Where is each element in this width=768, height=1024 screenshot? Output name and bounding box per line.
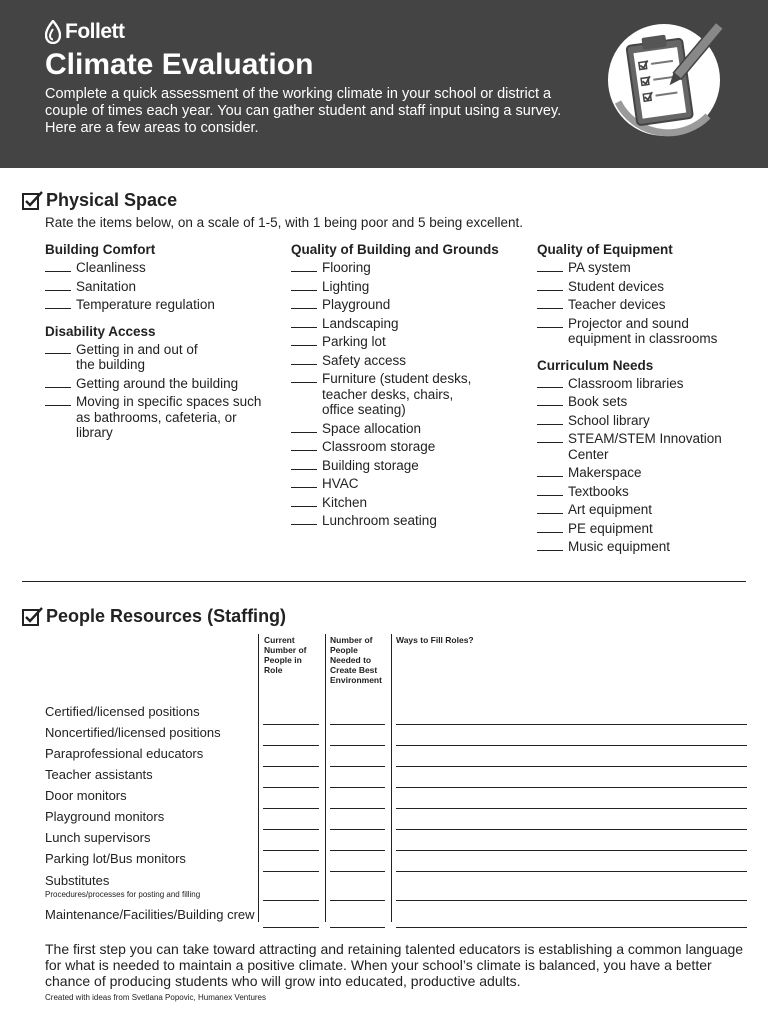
needed-count-blank[interactable] bbox=[330, 927, 385, 928]
checkbox-checked-icon bbox=[22, 607, 44, 627]
table-row: Substitutes Procedures/processes for posting and filling bbox=[45, 873, 747, 901]
rating-blank[interactable] bbox=[45, 297, 71, 309]
rating-item[interactable]: STEAM/STEM Innovation Center bbox=[537, 431, 747, 462]
rating-item[interactable]: Safety access bbox=[291, 353, 516, 369]
ways-to-fill-blank[interactable] bbox=[396, 900, 747, 901]
table-row: Parking lot/Bus monitors bbox=[45, 851, 747, 872]
table-row: Lunch supervisors bbox=[45, 830, 747, 851]
rating-blank[interactable] bbox=[45, 394, 71, 406]
needed-count-blank[interactable] bbox=[330, 871, 385, 872]
rating-item[interactable]: Lunchroom seating bbox=[291, 513, 516, 529]
rating-blank[interactable] bbox=[291, 476, 317, 488]
rating-blank[interactable] bbox=[291, 334, 317, 346]
rating-blank[interactable] bbox=[537, 316, 563, 328]
rating-blank[interactable] bbox=[291, 316, 317, 328]
current-count-blank[interactable] bbox=[263, 927, 319, 928]
rating-blank[interactable] bbox=[537, 431, 563, 443]
physical-column-2 bbox=[291, 241, 516, 532]
people-resources-heading: People Resources (Staffing) bbox=[22, 606, 286, 627]
group-title: Disability Access bbox=[45, 323, 156, 339]
rating-item[interactable]: HVAC bbox=[291, 476, 516, 492]
rating-blank[interactable] bbox=[537, 297, 563, 309]
col-header-current: Current Number of People in Role bbox=[264, 635, 307, 675]
rating-blank[interactable] bbox=[537, 394, 563, 406]
current-count-blank[interactable] bbox=[263, 900, 319, 901]
rating-item[interactable]: School library bbox=[537, 413, 747, 429]
table-row: Door monitors bbox=[45, 788, 747, 809]
col-header-ways: Ways to Fill Roles? bbox=[396, 635, 474, 645]
rating-item[interactable]: PA system bbox=[537, 260, 747, 276]
rating-item[interactable]: PE equipment bbox=[537, 521, 747, 537]
rating-blank[interactable] bbox=[291, 260, 317, 272]
rating-blank[interactable] bbox=[537, 376, 563, 388]
rating-blank[interactable] bbox=[45, 376, 71, 388]
logo-text: Follett bbox=[65, 20, 125, 43]
group-title: Quality of Building and Grounds bbox=[291, 242, 499, 257]
col-header-needed: Number of People Needed to Create Best Environment bbox=[330, 635, 382, 685]
rating-item[interactable]: Sanitation bbox=[45, 279, 275, 295]
rating-item[interactable]: Art equipment bbox=[537, 502, 747, 518]
rating-item[interactable]: Furniture (student desks, teacher desks, chairs, office seating) bbox=[291, 371, 516, 418]
rating-blank[interactable] bbox=[291, 458, 317, 470]
rating-blank[interactable] bbox=[537, 465, 563, 477]
rating-item[interactable]: Lighting bbox=[291, 279, 516, 295]
rating-blank[interactable] bbox=[537, 279, 563, 291]
rating-item[interactable]: Kitchen bbox=[291, 495, 516, 511]
physical-column-3 bbox=[537, 241, 747, 558]
rating-blank[interactable] bbox=[291, 421, 317, 433]
rating-item[interactable]: Playground bbox=[291, 297, 516, 313]
rating-item[interactable]: Student devices bbox=[537, 279, 747, 295]
rating-item[interactable]: Teacher devices bbox=[537, 297, 747, 313]
rating-item[interactable]: Space allocation bbox=[291, 421, 516, 437]
rating-item[interactable]: Music equipment bbox=[537, 539, 747, 555]
rating-item[interactable]: Makerspace bbox=[537, 465, 747, 481]
follett-logo bbox=[45, 20, 125, 44]
table-row: Certified/licensed positions bbox=[45, 704, 747, 725]
rating-item[interactable]: Flooring bbox=[291, 260, 516, 276]
table-row: Playground monitors bbox=[45, 809, 747, 830]
rating-blank[interactable] bbox=[537, 260, 563, 272]
ways-to-fill-blank[interactable] bbox=[396, 927, 747, 928]
clipboard-checklist-icon bbox=[604, 16, 728, 144]
table-row: Noncertified/licensed positions bbox=[45, 725, 747, 746]
rating-instructions: Rate the items below, on a scale of 1-5, with 1 being poor and 5 being excellent. bbox=[45, 215, 524, 230]
rating-blank[interactable] bbox=[45, 260, 71, 272]
table-row: Paraprofessional educators bbox=[45, 746, 747, 767]
row-sublabel: Procedures/processes for posting and filling bbox=[45, 890, 201, 899]
rating-item[interactable]: Classroom storage bbox=[291, 439, 516, 455]
rating-item[interactable]: Cleanliness bbox=[45, 260, 275, 276]
flame-logo-icon bbox=[45, 20, 61, 44]
header-banner bbox=[0, 0, 768, 168]
physical-column-1 bbox=[45, 241, 275, 444]
rating-blank[interactable] bbox=[291, 371, 317, 383]
page-title: Climate Evaluation bbox=[45, 48, 314, 81]
rating-item[interactable]: Projector and sound equipment in classrooms bbox=[537, 316, 747, 347]
rating-item[interactable]: Getting in and out of the building bbox=[45, 342, 275, 373]
rating-blank[interactable] bbox=[45, 342, 71, 354]
group-title: Curriculum Needs bbox=[537, 357, 654, 373]
rating-blank[interactable] bbox=[291, 297, 317, 309]
rating-blank[interactable] bbox=[291, 439, 317, 451]
rating-blank[interactable] bbox=[537, 484, 563, 496]
section-divider bbox=[22, 581, 746, 582]
checkbox-checked-icon bbox=[22, 191, 44, 211]
rating-item[interactable]: Classroom libraries bbox=[537, 376, 747, 392]
rating-item[interactable]: Landscaping bbox=[291, 316, 516, 332]
rating-blank[interactable] bbox=[537, 413, 563, 425]
credit-line: Created with ideas from Svetlana Popovic, Humanex Ventures bbox=[45, 993, 267, 1002]
physical-space-heading: Physical Space bbox=[22, 190, 177, 211]
rating-item[interactable]: Textbooks bbox=[537, 484, 747, 500]
rating-blank[interactable] bbox=[291, 513, 317, 525]
rating-blank[interactable] bbox=[537, 502, 563, 514]
rating-item[interactable]: Temperature regulation bbox=[45, 297, 275, 313]
current-count-blank[interactable] bbox=[263, 871, 319, 872]
rating-item[interactable]: Parking lot bbox=[291, 334, 516, 350]
table-row: Maintenance/Facilities/Building crew bbox=[45, 907, 747, 928]
group-title: Quality of Equipment bbox=[537, 242, 673, 257]
group-title: Building Comfort bbox=[45, 242, 156, 257]
rating-blank[interactable] bbox=[291, 495, 317, 507]
table-row: Teacher assistants bbox=[45, 767, 747, 788]
intro-text: Complete a quick assessment of the working climate in your school or district a couple of times each year. You can gather student and staff input using a survey. Here are a few areas to consider. bbox=[45, 86, 562, 136]
rating-item[interactable]: Building storage bbox=[291, 458, 516, 474]
rating-blank[interactable] bbox=[537, 539, 563, 551]
rating-blank[interactable] bbox=[45, 279, 71, 291]
rating-item[interactable]: Moving in specific spaces such as bathrooms, cafeteria, or library bbox=[45, 394, 275, 441]
closing-paragraph: The first step you can take toward attracting and retaining talented educators is establishing a common language for what is needed to maintain a positive climate. When your school’s climate is balanced, you have a better chance of producing students who will grow into educated, productive adults. bbox=[45, 941, 744, 989]
rating-blank[interactable] bbox=[291, 353, 317, 365]
ways-to-fill-blank[interactable] bbox=[396, 871, 747, 872]
needed-count-blank[interactable] bbox=[330, 900, 385, 901]
rating-item[interactable]: Getting around the building bbox=[45, 376, 275, 392]
rating-item[interactable]: Book sets bbox=[537, 394, 747, 410]
rating-blank[interactable] bbox=[291, 279, 317, 291]
rating-blank[interactable] bbox=[537, 521, 563, 533]
